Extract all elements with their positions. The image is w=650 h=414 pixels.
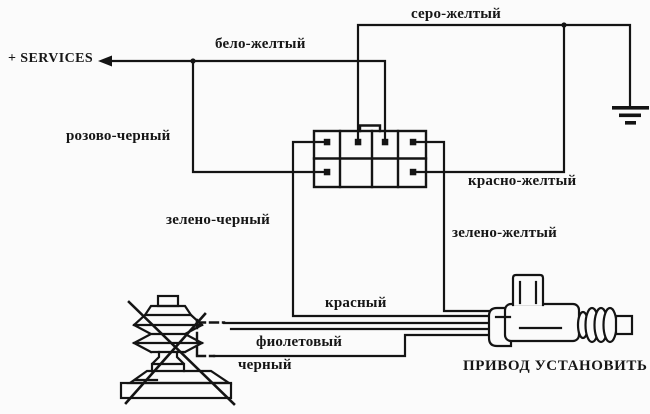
wire-pink-black bbox=[193, 60, 324, 172]
actuator-boot bbox=[578, 308, 617, 342]
wire-label-red-yellow: красно-желтый bbox=[468, 173, 577, 189]
wire-label-violet: фиолетовый bbox=[256, 334, 343, 350]
wire-label-red: красный bbox=[325, 295, 387, 311]
wire-label-green-yellow: зелено-желтый bbox=[452, 225, 557, 241]
connector-pins bbox=[324, 139, 417, 176]
actuator-caption: ПРИВОД УСТАНОВИТЬ bbox=[463, 358, 648, 374]
wire-label-gray-yellow: серо-желтый bbox=[411, 6, 502, 22]
arrow-left-icon bbox=[98, 56, 112, 67]
wire-white-yellow bbox=[192, 61, 385, 140]
wire-gray-yellow bbox=[358, 25, 630, 140]
services-label: + SERVICES bbox=[8, 51, 94, 66]
wire-label-black: черный bbox=[238, 357, 292, 373]
wire-label-white-yellow: бело-желтый bbox=[215, 36, 306, 52]
wire-label-green-black: зелено-черный bbox=[166, 212, 270, 228]
junction-dot bbox=[561, 22, 566, 27]
wire-label-pink-black: розово-черный bbox=[66, 128, 171, 144]
actuator-body bbox=[505, 304, 579, 341]
connector-block bbox=[314, 126, 426, 188]
new-actuator bbox=[489, 275, 632, 346]
actuator-tip bbox=[616, 316, 632, 334]
wire-red-yellow bbox=[415, 26, 564, 172]
ground-icon bbox=[612, 106, 649, 125]
junction-dot bbox=[190, 58, 195, 63]
actuator-stem bbox=[513, 275, 543, 305]
